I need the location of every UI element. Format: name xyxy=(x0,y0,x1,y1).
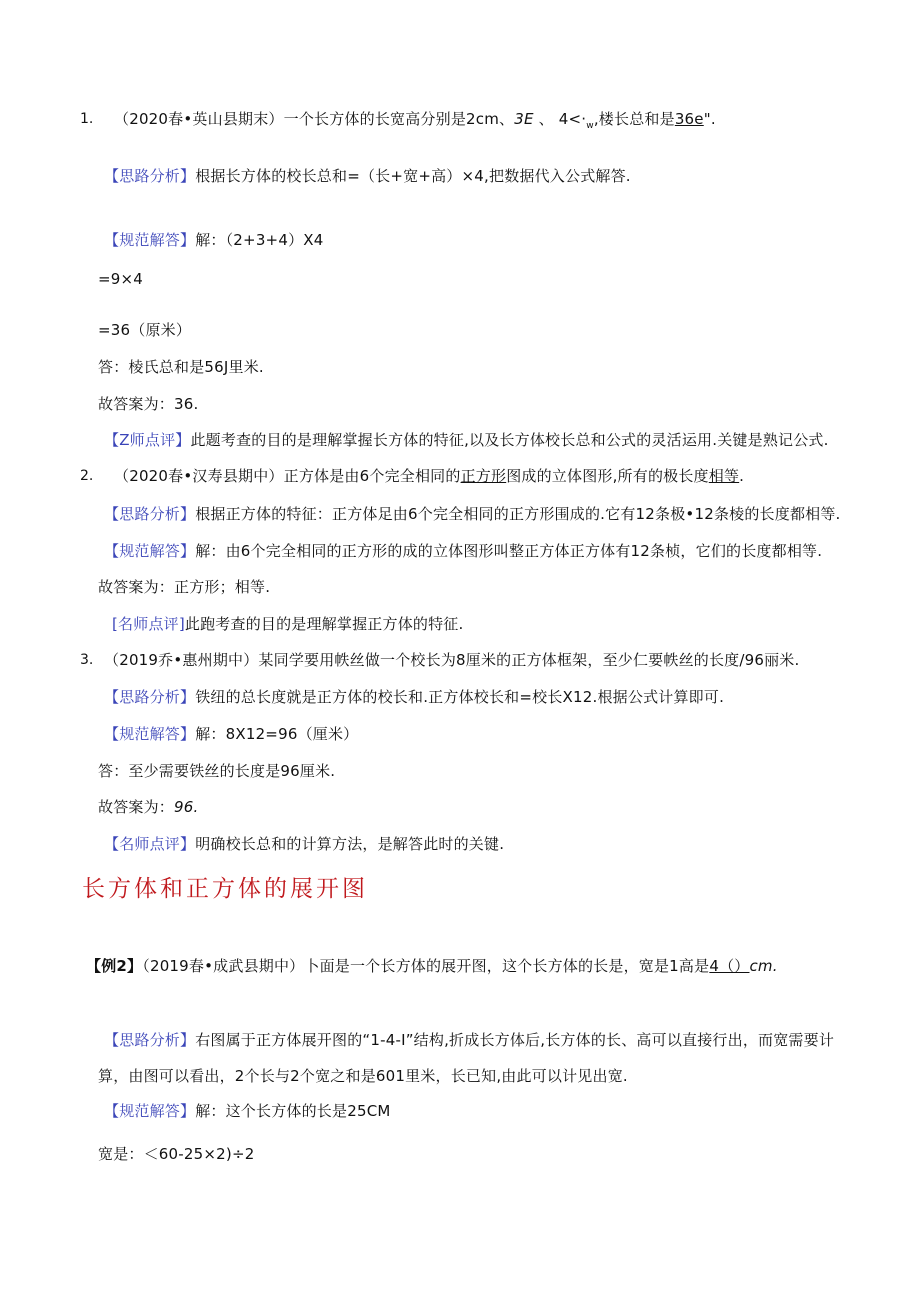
ex2-answer-blank: 4（） xyxy=(709,957,750,975)
ex2-stem-pre: （2019春•成武县期中）卜面是一个长方体的展开图，这个长方体的长是，宽是1高是 xyxy=(142,957,710,975)
q2-stem-mid: 图成的立体图形,所有的极长度 xyxy=(506,467,709,485)
q1-step-1: =9×4 xyxy=(98,270,144,288)
q2-final: 故答案为：正方形；相等. xyxy=(98,578,271,596)
q3-solution-tag: 【规范解答】 xyxy=(104,725,196,743)
question-1-stem xyxy=(114,109,716,136)
q3-solution xyxy=(104,724,358,744)
question-2-number: 2. xyxy=(80,468,94,484)
q1-stem-post: ,楼长总和是 xyxy=(593,110,675,128)
q1-stem-italic: 3E xyxy=(514,110,534,128)
q1-answer: 答：棱氏总和是56J里米. xyxy=(98,358,264,376)
ex2-analysis-line-1 xyxy=(104,1030,834,1050)
q2-analysis-tag: 【思路分析】 xyxy=(104,505,196,523)
q3-final-pre: 故答案为： xyxy=(98,798,175,816)
q1-answer-blank: 36e xyxy=(674,110,704,128)
q1-final: 故答案为：36. xyxy=(98,395,199,413)
example-2-stem xyxy=(86,956,778,976)
q1-stem-mid: 、 4<· xyxy=(533,110,587,128)
q3-final-value: 96. xyxy=(174,798,199,816)
example-2-tag: 【例2】 xyxy=(86,957,143,975)
q2-stem-end: . xyxy=(739,467,745,485)
q2-analysis xyxy=(104,504,841,524)
q2-answer-blank-2: 相等 xyxy=(708,467,740,485)
q3-comment-text: 明确校长总和的计算方法，是解答此时的关键. xyxy=(195,835,505,853)
q2-analysis-text: 根据正方体的特征：正方体足由6个完全相同的正方形围成的.它有12条极•12条棱的长度都相等. xyxy=(195,505,841,523)
ex2-analysis-tag: 【思路分析】 xyxy=(104,1031,196,1049)
q1-stem-end: ". xyxy=(703,110,716,128)
question-1-number: 1. xyxy=(80,111,94,127)
ex2-solution xyxy=(104,1101,391,1121)
question-3-stem: （2019乔•惠州期中）某同学要用帙丝做一个校长为8厘米的正方体框架，至少仁要帙丝的长度/96丽米. xyxy=(104,651,800,669)
q3-final xyxy=(98,797,198,817)
q3-analysis-tag: 【思路分析】 xyxy=(104,688,196,706)
q2-solution xyxy=(104,541,822,561)
q2-solution-text: 解：由6个完全相同的正方形的成的立体图形叫整正方体正方体有12条桢，它们的长度都相等. xyxy=(195,542,823,560)
q2-solution-tag: 【规范解答】 xyxy=(104,542,196,560)
q1-comment-text: 此题考查的目的是理解掌握长方体的特征,以及长方体校长总和公式的灵活运用.关键是熟记公式. xyxy=(190,431,829,449)
ex2-width-calc: 宽是：＜60-25×2)÷2 xyxy=(98,1145,255,1163)
q1-solution-tag: 【规范解答】 xyxy=(104,231,196,249)
q1-analysis-tag: 【思路分析】 xyxy=(104,167,196,185)
ex2-solution-tag: 【规范解答】 xyxy=(104,1102,196,1120)
q3-comment xyxy=(104,834,504,854)
q1-step-2: =36（原米） xyxy=(98,321,192,339)
q1-stem-sub: w xyxy=(586,121,594,131)
q2-answer-blank-1: 正方形 xyxy=(460,467,507,485)
q1-solution xyxy=(104,230,324,250)
question-3-number: 3. xyxy=(80,652,94,668)
q1-analysis xyxy=(104,166,631,186)
ex2-analysis-text-1: 右图属于正方体展开图的“1-4-I”结构,折成长方体后,长方体的长、高可以直接行出，而宽需要计 xyxy=(195,1031,835,1049)
q1-solution-text: 解：（2+3+4）X4 xyxy=(195,231,324,249)
ex2-analysis-line-2: 算，由图可以看出，2个长与2个宽之和是601里米，长已知,由此可以计见出宽. xyxy=(98,1067,628,1085)
q3-comment-tag: 【名师点评】 xyxy=(104,835,196,853)
ex2-solution-text: 解：这个长方体的长是25CM xyxy=(195,1102,391,1120)
section-heading: 长方体和正方体的展开图 xyxy=(82,876,368,902)
question-2-stem xyxy=(114,466,744,486)
q1-comment xyxy=(104,430,829,450)
q1-analysis-text: 根据长方体的校长总和=（长+宽+高）×4,把数据代入公式解答. xyxy=(195,167,631,185)
q1-comment-tag: 【Z师点评】 xyxy=(104,431,191,449)
q2-comment-tag: [名师点评] xyxy=(112,615,185,633)
q3-answer: 答：至少需要铁丝的长度是96厘米. xyxy=(98,762,336,780)
q2-comment-text: 此跑考查的目的是理解掌握正方体的特征. xyxy=(184,615,464,633)
q3-solution-text: 解：8X12=96（厘米） xyxy=(195,725,359,743)
q2-stem-pre: （2020春•汉寿县期中）正方体是由6个完全相同的 xyxy=(114,467,461,485)
q2-comment xyxy=(112,614,463,634)
q3-analysis-text: 铁纽的总长度就是正方体的校长和.正方体校长和=校长X12.根据公式计算即可. xyxy=(195,688,725,706)
ex2-unit: cm. xyxy=(749,957,778,975)
q1-stem-pre: （2020春•英山县期末）一个长方体的长宽高分别是2cm、 xyxy=(114,110,515,128)
q3-analysis xyxy=(104,687,724,707)
